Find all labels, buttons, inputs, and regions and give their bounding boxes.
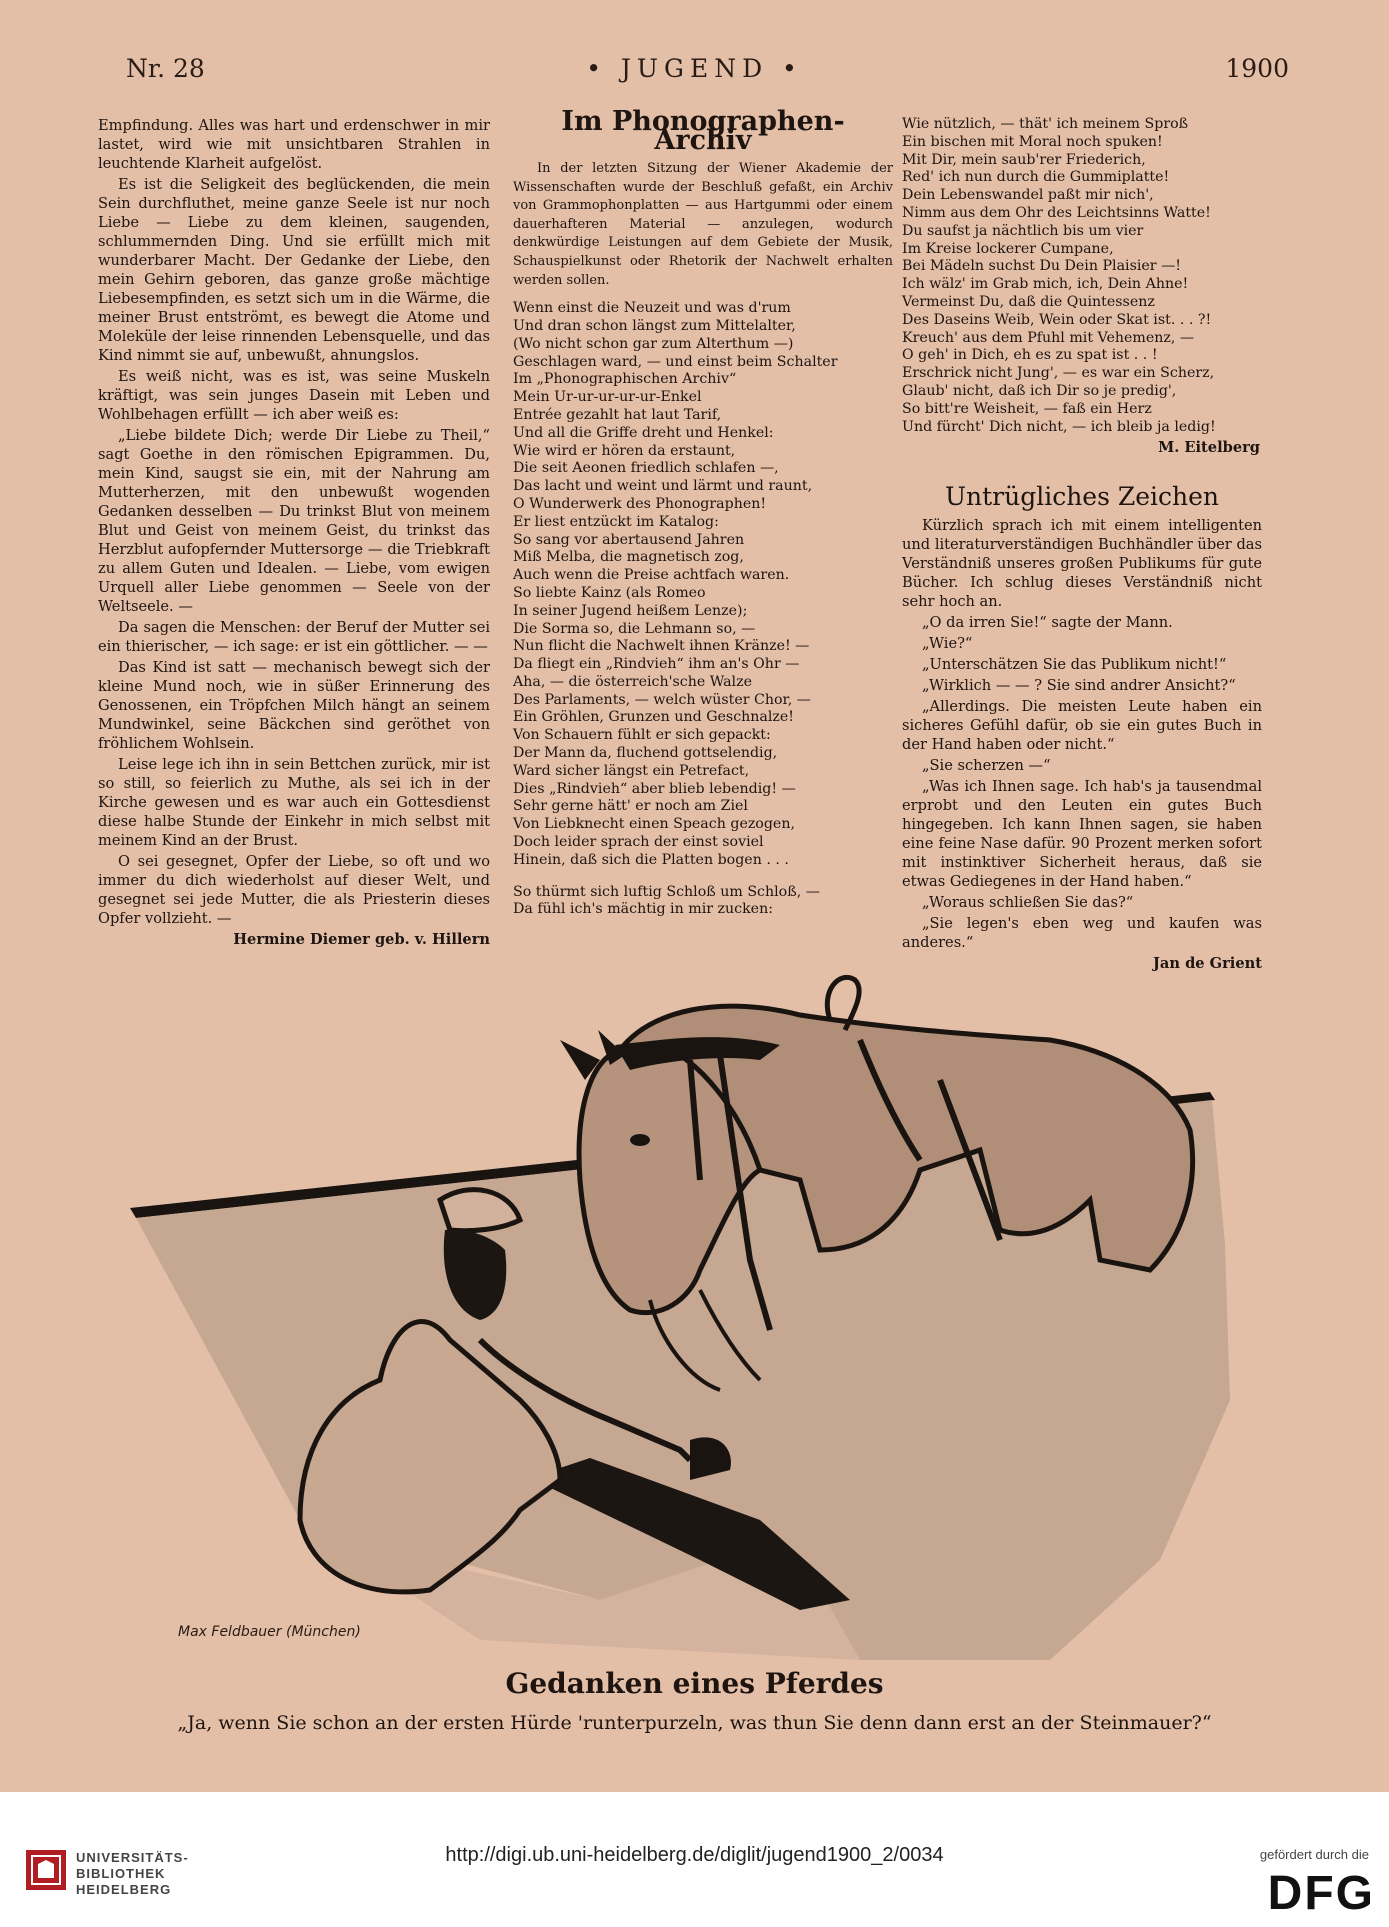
poem-line: O Wunderwerk des Phonographen!: [513, 495, 767, 512]
article-paragraph: „Allerdings. Die meisten Leute haben ein sicheres Gefühl dafür, ob sie ein gutes Buch in der Hand haben oder nicht.“: [902, 698, 1262, 754]
poem-line: So liebte Kainz (als Romeo: [513, 584, 706, 601]
poem-line: Dies „Rindvieh“ aber blieb lebendig! —: [513, 780, 796, 797]
poem-line: Aha, — die österreich'sche Walze: [513, 673, 752, 690]
poem-line: Wie nützlich, — thät' ich meinem Sproß: [902, 116, 1189, 132]
poem-line: Von Schauern fühlt er sich gepackt:: [513, 727, 771, 744]
paragraph: Es weiß nicht, was es ist, was seine Muskeln kräftigt, was sein junges Dasein mit Leben und Wohlbehagen erfüllt — ich aber weiß es:: [98, 368, 490, 423]
poem-line: Miß Melba, die magnetisch zog,: [513, 549, 744, 566]
article-paragraph: „Wie?“: [922, 635, 973, 653]
poem-line: In seiner Jugend heißem Lenze);: [513, 602, 748, 619]
institution-line: BIBLIOTHEK: [76, 1866, 166, 1881]
paragraph: Leise lege ich ihn in sein Bettchen zurück, mir ist so still, so feierlich zu Muthe, als sei ich in der Kirche gewesen und es war auch ein Gottesdienst diese halbe Stunde der Einkehr in mich selbst mit meinem Kind an der Brust.: [98, 756, 490, 849]
paragraph: „Liebe bildete Dich; werde Dir Liebe zu Theil,“ sagt Goethe in den römischen Epigrammen. Du, mein Kind, saugst sie ein, mit der Nahrung am Mutterherzen, mit den unbewußt wogenden Gedanken desselben — Du trinkst Blut von meinem Blut und Geist von meinem Geist, du trinkst das Herzblut aufopfernder Muttersorge — die Triebkraft zu allem Guten und Idealen. — Liebe, vom ewigen Urquell aller Liebe genommen — Seele von der Weltseele. —: [98, 427, 490, 615]
poem-line: Und dran schon längst zum Mittelalter,: [513, 317, 796, 334]
article-paragraph: Kürzlich sprach ich mit einem intelligenten und literaturverständigen Buchhändler über das Verständniß unseres großen Publikums für gute Bücher. Ich schlug dieses Verständniß nicht sehr hoch an.: [902, 517, 1262, 611]
poem-line: Ich wälz' im Grab mich, ich, Dein Ahne!: [902, 276, 1189, 293]
poem-line: So thürmt sich luftig Schloß um Schloß, —: [513, 883, 820, 900]
poem-line: Und all die Griffe dreht und Henkel:: [513, 424, 774, 441]
poem-line: Geschlagen ward, — und einst beim Schalter: [513, 353, 838, 370]
poem-line: Wie wird er hören da erstaunt,: [513, 442, 736, 459]
poem-line: Doch leider sprach der einst soviel: [513, 834, 764, 851]
article-paragraph: „Wirklich — — ? Sie sind andrer Ansicht?“: [922, 677, 1236, 695]
poem-line: Im „Phonographischen Archiv“: [513, 371, 737, 388]
poem-line: Du saufst ja nächtlich bis um vier: [902, 222, 1144, 239]
poem-line: Kreuch' aus dem Pfuhl mit Vehemenz, —: [902, 329, 1195, 346]
issue-number: Nr. 28: [126, 54, 205, 83]
poem-line: (Wo nicht schon gar zum Alterthum —): [513, 335, 794, 352]
institution-line: UNIVERSITÄTS-: [76, 1850, 189, 1865]
source-url-link[interactable]: http://digi.ub.uni-heidelberg.de/diglit/jugend1900_2/0034: [445, 1844, 944, 1866]
article-signature: Jan de Grient: [1153, 955, 1262, 973]
horse-eye: [630, 1134, 650, 1146]
article-title: Im Phonographen-Archiv: [561, 106, 845, 156]
caption-title: Gedanken eines Pferdes: [505, 1667, 884, 1700]
paragraph: Es ist die Seligkeit des beglückenden, die mein Sein durchfluthet, meine ganze Seele ist nur noch Liebe — Liebe zu dem kleinen, saugenden, schlummernden Ding. Und sie erfüllt mich mit wunderbarer Macht. Der Gedanke der Liebe, den mein Gehirn geboren, das ganze große mächtige Liebesempfinden, es setzt sich um in die Wärme, die meiner Brust entströmt, es bewegt die Atome und Moleküle der leise rinnenden Lebensquelle, und das Kind nimmt sie auf, unbewußt, ahnungslos.: [98, 176, 490, 364]
article-paragraph: „Sie legen's eben weg und kaufen was anderes.“: [902, 915, 1262, 952]
paragraph: Empfindung. Alles was hart und erdenschwer in mir lastet, wird wie mit unsichtbaren Strahlen in leuchtende Klarheit aufgelöst.: [98, 117, 490, 172]
poem-line: Des Parlaments, — welch wüster Chor, —: [513, 691, 811, 708]
poem-line: Dein Lebenswandel paßt mir nich',: [902, 187, 1154, 204]
year: 1900: [1225, 54, 1289, 83]
poem-line: Auch wenn die Preise achtfach waren.: [513, 567, 790, 584]
poem-line: Von Liebknecht einen Speach gezogen,: [513, 816, 795, 833]
poem-signature: M. Eitelberg: [1158, 439, 1260, 457]
illustration-credit: Max Feldbauer (München): [178, 1624, 361, 1640]
paragraph: Das Kind ist satt — mechanisch bewegt sich der kleine Mund noch, wie in süßer Erinnerung des Genossenen, ein Tröpfchen Milch hängt an seinem Mundwinkel, seine Bäckchen sind geröthet von fröhlichem Wohlsein.: [98, 659, 490, 752]
poem-line: Bei Mädeln suchst Du Dein Plaisier —!: [902, 258, 1181, 275]
article-intro: In der letzten Sitzung der Wiener Akademie der Wissenschaften wurde der Beschluß gefaßt, ein Archiv von Grammophonplatten — aus Hartgummi oder einem dauerhafteren Material — anzulegen, wodurch denkwürdige Leistungen auf dem Gebiete der Musik, Schauspielkunst oder Rhetorik der Nachwelt erhalten werden sollen.: [513, 161, 893, 288]
poem-line: Da fühl ich's mächtig in mir zucken:: [513, 901, 773, 918]
footer: [0, 1792, 1389, 1927]
poem-line: Die Sorma so, die Lehmann so, —: [513, 620, 756, 637]
author-signature: Hermine Diemer geb. v. Hillern: [233, 931, 490, 948]
poem-line: Ward sicher längst ein Petrefact,: [513, 762, 750, 779]
poem-line: Im Kreise lockerer Cumpane,: [902, 240, 1114, 257]
poem-line: Erschrick nicht Jung', — es war ein Scherz,: [902, 365, 1215, 382]
poem-line: Hinein, daß sich die Platten bogen . . .: [513, 851, 789, 868]
article-paragraph: „Sie scherzen —“: [922, 757, 1051, 775]
funded-by-label: gefördert durch die: [1259, 1847, 1369, 1862]
article-title-2: Untrügliches Zeichen: [944, 482, 1220, 512]
paragraph: O sei gesegnet, Opfer der Liebe, so oft und wo immer du dich wiederholst auf dieser Welt, und gesegnet sei jede Mutter, die als Priesterin dieses Opfer vollzieht. —: [98, 853, 490, 927]
poem-line: Red' ich nun durch die Gummiplatte!: [902, 169, 1170, 186]
poem-line: Entrée gezahlt hat laut Tarif,: [513, 406, 722, 423]
poem-line: Der Mann da, fluchend gottselendig,: [513, 745, 778, 762]
poem-line: Wenn einst die Neuzeit und was d'rum: [513, 300, 791, 317]
poem-line: Sehr gerne hätt' er noch am Ziel: [513, 798, 748, 815]
poem-line: Des Daseins Weib, Wein oder Skat ist. . . ?!: [902, 311, 1212, 328]
poem-line: Da fliegt ein „Rindvieh“ ihm an's Ohr —: [513, 656, 800, 673]
poem-line: Nimm aus dem Ohr des Leichtsinns Watte!: [902, 204, 1211, 221]
poem-line: So sang vor abertausend Jahren: [513, 531, 745, 548]
poem-line: So bitt're Weisheit, — faß ein Herz: [902, 400, 1152, 417]
paragraph: Da sagen die Menschen: der Beruf der Mutter sei ein thierischer, — ich sage: er ist ein göttlicher. — —: [98, 619, 490, 655]
article-paragraph: „Woraus schließen Sie das?“: [922, 894, 1134, 912]
magazine-title: • JUGEND •: [586, 54, 803, 83]
poem-line: Mein Ur-ur-ur-ur-ur-Enkel: [513, 389, 702, 406]
poem-line: Und fürcht' Dich nicht, — ich bleib ja ledig!: [902, 418, 1216, 435]
poem-line: Ein bischen mit Moral noch spuken!: [902, 133, 1163, 150]
poem-line: Ein Gröhlen, Grunzen und Geschnalze!: [513, 709, 794, 726]
caption-quote: „Ja, wenn Sie schon an der ersten Hürde 'runterpurzeln, was thun Sie denn dann erst an der Steinmauer?“: [177, 1712, 1212, 1734]
poem-line: Das lacht und weint und lärmt und raunt,: [513, 478, 813, 495]
poem-line: Glaub' nicht, daß ich Dir so je predig',: [902, 382, 1177, 399]
article-paragraph: „O da irren Sie!“ sagte der Mann.: [922, 614, 1173, 632]
poem-line: Mit Dir, mein saub'rer Friederich,: [902, 151, 1146, 168]
poem-line: Er liest entzückt im Katalog:: [513, 513, 719, 530]
article-paragraph: „Unterschätzen Sie das Publikum nicht!“: [922, 656, 1227, 674]
institution-line: HEIDELBERG: [76, 1882, 172, 1897]
poem-line: Vermeinst Du, daß die Quintessenz: [902, 293, 1155, 310]
poem-line: Die seit Aeonen friedlich schlafen —,: [513, 460, 779, 477]
article-paragraph: „Was ich Ihnen sage. Ich hab's ja tausendmal erprobt und den Leuten ein gutes Buch hingegeben. Ich kann Ihnen sagen, sie haben eine feine Nase dafür. 90 Prozent merken sofort mit instinktiver Sicherheit heraus, daß sie etwas Gediegenes in der Hand haben.“: [902, 778, 1262, 891]
poem-line: Nun flicht die Nachwelt ihnen Kränze! —: [513, 638, 810, 655]
dfg-logo: DFG: [1267, 1867, 1375, 1920]
poem-line: O geh' in Dich, eh es zu spat ist . . !: [902, 347, 1158, 364]
